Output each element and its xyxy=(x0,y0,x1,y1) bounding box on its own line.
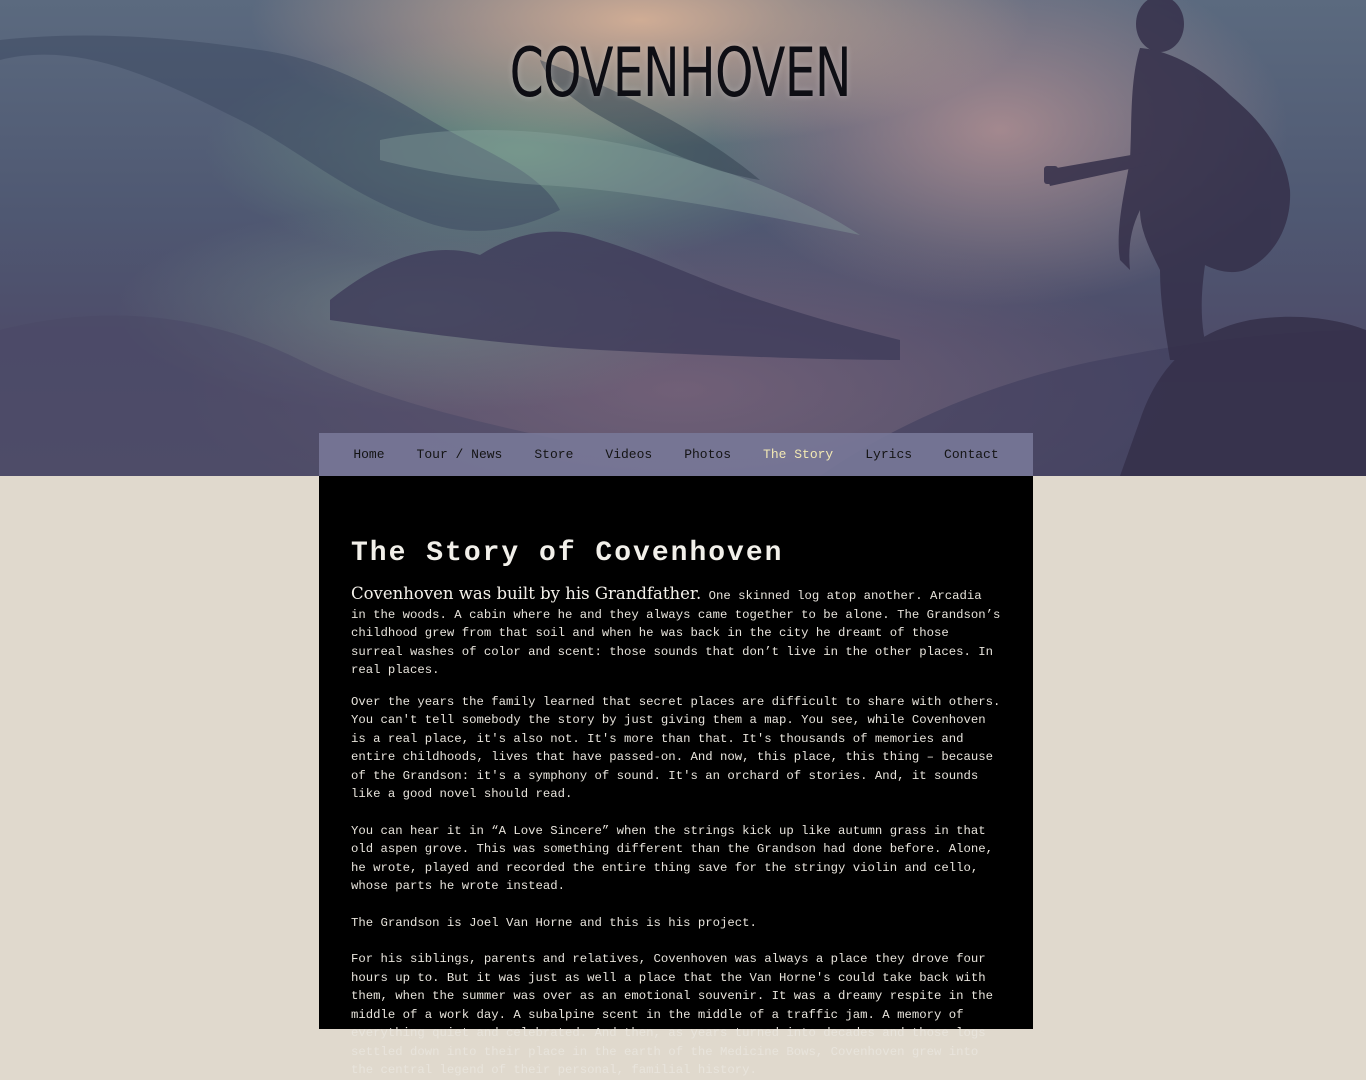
story-paragraph-3: You can hear it in “A Love Sincere” when the strings kick up like autumn grass in that old aspen grove. This was something different than the Grandson had done before. Alone, he wrote, played and recorded the entire thing save for the stringy violin and cello, whose parts he wrote instead. xyxy=(351,823,994,893)
story-paragraph-1-text: One skinned log atop another. Arcadia in the woods. A cabin where he and they always came together to be alone. The Grandson’s childhood grew from that soil and when he was back in the city he dreamt of those surreal washes of color and scent: those sounds that don’t live in the other places. In real places. xyxy=(351,589,1001,677)
site-logo[interactable]: COVENHOVEN xyxy=(509,34,851,113)
nav-item-lyrics[interactable]: Lyrics xyxy=(865,447,913,462)
hero-banner xyxy=(0,0,1366,476)
nav-item-home[interactable]: Home xyxy=(353,447,385,462)
story-paragraph-4: The Grandson is Joel Van Horne and this is his project. xyxy=(351,915,757,930)
story-paragraph-5: For his siblings, parents and relatives, Covenhoven was always a place they drove four hours up to. But it was just as well a place that the Van Horne's could take back with them, when the summer was over as an emotional souvenir. It was a dreamy respite in the middle of a work day. A subalpine scent in the middle of a traffic jam. A memory of everything quiet and celebrated. And then, as years turned into decades and those logs settled down into their place in the earth of the Medicine Bows, Covenhoven grew into the central legend of their personal, familial history. xyxy=(351,952,994,1077)
story-content xyxy=(319,476,1033,1077)
story-paragraph-2: Over the years the family learned that secret places are difficult to share with others. You can't tell somebody the story by just giving them a map. You see, while Covenhoven is a real place, it's also not. It's more than that. It's thousands of memories and entire childhoods, lives that have passed-on. And now, this place, this thing – because of the Grandson: it's a symphony of sound. It's an orchard of stories. And, it sounds like a good novel should read. xyxy=(351,694,1001,801)
nav-item-the-story[interactable]: The Story xyxy=(763,447,834,462)
nav-item-videos[interactable]: Videos xyxy=(605,447,653,462)
nav-item-contact[interactable]: Contact xyxy=(944,447,999,462)
story-lead: Covenhoven was built by his Grandfather. xyxy=(351,584,702,603)
nav-item-store[interactable]: Store xyxy=(534,447,574,462)
nav-item-photos[interactable]: Photos xyxy=(684,447,732,462)
main-nav xyxy=(319,433,1033,476)
nav-item-tour-news[interactable]: Tour / News xyxy=(416,447,503,462)
story-paragraph-1 xyxy=(351,585,1001,680)
page-title: The Story of Covenhoven xyxy=(351,538,784,569)
